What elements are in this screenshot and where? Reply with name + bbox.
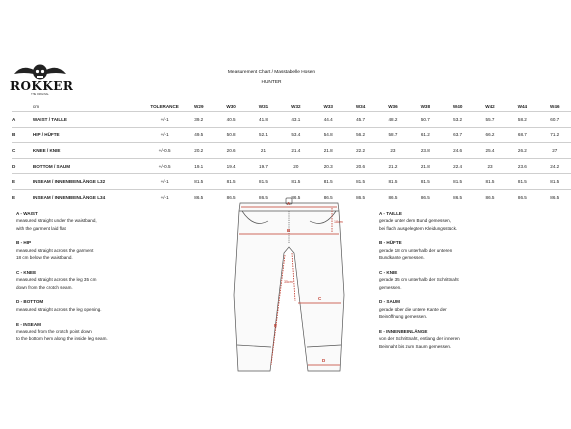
size-value-cell: 50.8	[215, 127, 247, 143]
size-header: W40	[452, 103, 463, 109]
note-block	[16, 298, 166, 313]
note-title: B - HIP	[16, 240, 32, 246]
note-block	[379, 210, 529, 232]
size-value-cell: 19.4	[215, 158, 247, 174]
size-value-cell: 41.8	[247, 112, 279, 128]
note-line: gerade 18 cm unterhalb der unteren	[379, 247, 453, 253]
size-value-cell: 23	[474, 158, 506, 174]
size-header: W33	[323, 103, 333, 109]
page-title: Measurement Chart / Masstabelle Hosen	[227, 70, 316, 75]
size-value-cell: 63.7	[441, 127, 473, 143]
size-value-cell: 81.5	[312, 174, 344, 190]
size-value-cell: 71.2	[539, 127, 571, 143]
size-value-cell: 27	[539, 143, 571, 159]
note-line: with the garment laid flat	[16, 225, 66, 231]
table-row	[12, 143, 571, 159]
size-header: W30	[226, 103, 236, 109]
note-title: A - WAIST	[16, 211, 38, 216]
note-line: measured straight across the leg opening.	[16, 306, 102, 312]
size-value-cell: 81.5	[377, 174, 409, 190]
pants-measurement-diagram	[228, 195, 350, 373]
size-value-cell: 24.6	[441, 143, 473, 159]
row-measurement-name: BOTTOM / SAUM	[33, 158, 147, 174]
row-measurement-name: WAIST / TAILLE	[33, 112, 147, 128]
note-line: Beinnaht bis zum Saum gemessen.	[379, 343, 452, 349]
size-value-cell: 23	[377, 143, 409, 159]
english-measurement-notes	[16, 210, 166, 350]
table-row	[12, 112, 571, 128]
size-value-cell: 81.5	[441, 174, 473, 190]
row-tolerance: +/-1	[147, 189, 183, 204]
size-value-cell: 86.5	[506, 189, 538, 204]
table-row	[12, 174, 571, 190]
size-value-cell: 20.6	[344, 158, 376, 174]
note-line: bei flach ausgelegtem Kleidungsstück.	[379, 225, 458, 231]
size-value-cell: 58.2	[506, 112, 538, 128]
note-title: B - HÜFTE	[379, 240, 402, 246]
size-value-cell: 86.5	[183, 189, 215, 204]
size-value-cell: 61.2	[409, 127, 441, 143]
row-tolerance: +/-1	[147, 127, 183, 143]
note-line: Bundkante gemessen.	[379, 255, 425, 261]
note-line: gerade 35 cm unterhalb der Schrittnaht	[379, 277, 459, 283]
size-value-cell: 45.7	[344, 112, 376, 128]
size-value-cell: 23.8	[409, 143, 441, 159]
note-line: measured straight across the garment	[16, 247, 94, 253]
note-line: gerade über die untere Kante der	[379, 306, 447, 312]
pants-outline	[234, 198, 344, 371]
note-block	[379, 269, 529, 291]
note-line: down from the crotch seam.	[16, 284, 73, 290]
note-title: C - KNEE	[16, 269, 37, 275]
note-block	[16, 321, 166, 343]
size-value-cell: 60.7	[539, 112, 571, 128]
size-table	[12, 101, 571, 205]
size-value-cell: 23.6	[506, 158, 538, 174]
row-letter: D	[12, 158, 33, 174]
size-value-cell: 66.2	[474, 127, 506, 143]
size-value-cell: 81.5	[474, 174, 506, 190]
label-knee-offset: 35cm	[284, 280, 293, 284]
size-value-cell: 86.5	[377, 189, 409, 204]
row-tolerance: +/-1	[147, 112, 183, 128]
unit-label: cm	[32, 103, 40, 109]
row-letter: E	[12, 189, 33, 204]
label-d: D	[322, 358, 326, 363]
size-value-cell: 19.7	[247, 158, 279, 174]
row-letter: C	[12, 143, 33, 159]
size-value-cell: 43.1	[280, 112, 312, 128]
row-tolerance: +/-1	[147, 174, 183, 190]
size-value-cell: 21.8	[409, 158, 441, 174]
size-value-cell: 21.4	[280, 143, 312, 159]
size-value-cell: 86.5	[539, 189, 571, 204]
table-row	[12, 158, 571, 174]
size-value-cell: 86.5	[247, 189, 279, 204]
label-a: A	[287, 201, 291, 206]
note-block	[379, 239, 529, 261]
size-value-cell: 81.5	[183, 174, 215, 190]
row-measurement-name: INSEAM / INNENBEINLÄNGE L32	[33, 174, 147, 190]
size-value-cell: 19.1	[183, 158, 215, 174]
size-header: W38	[420, 103, 431, 109]
size-value-cell: 81.5	[344, 174, 376, 190]
size-value-cell: 22.4	[441, 158, 473, 174]
page-subtitle: HUNTER	[261, 80, 282, 85]
size-value-cell: 86.5	[312, 189, 344, 204]
size-value-cell: 86.5	[441, 189, 473, 204]
row-measurement-name: KNEE / KNIE	[33, 143, 147, 159]
note-title: D - SAUM	[379, 299, 400, 305]
size-value-cell: 20.3	[312, 158, 344, 174]
size-table-header	[12, 101, 571, 112]
size-header: W42	[485, 103, 495, 109]
row-tolerance: +/-0.5	[147, 143, 183, 159]
size-value-cell: 81.5	[247, 174, 279, 190]
size-value-cell: 53.2	[441, 112, 473, 128]
size-value-cell: 21.8	[312, 143, 344, 159]
size-value-cell: 24.2	[539, 158, 571, 174]
label-hip-offset: 18cm	[334, 220, 343, 224]
note-line: Beinöffnung gemessen.	[379, 314, 428, 320]
german-measurement-notes	[379, 210, 529, 357]
size-value-cell: 25.4	[474, 143, 506, 159]
size-value-cell: 55.7	[474, 112, 506, 128]
size-value-cell: 20.2	[183, 143, 215, 159]
size-value-cell: 52.1	[247, 127, 279, 143]
size-value-cell: 22.2	[344, 143, 376, 159]
brand-tagline: THE ORIGINAL	[31, 93, 49, 96]
size-header: W44	[517, 103, 528, 109]
label-b: B	[287, 228, 291, 233]
size-value-cell: 56.2	[344, 127, 376, 143]
size-value-cell: 20	[280, 158, 312, 174]
label-e: E	[274, 323, 278, 328]
note-title: D - BOTTOM	[16, 299, 44, 305]
note-title: E - INSEAM	[16, 321, 42, 327]
row-measurement-name: INSEAM / INNENBEINLÄNGE L34	[33, 189, 147, 204]
size-value-cell: 44.4	[312, 112, 344, 128]
size-value-cell: 86.5	[215, 189, 247, 204]
size-value-cell: 81.5	[280, 174, 312, 190]
note-block	[16, 269, 166, 291]
label-c: C	[318, 296, 322, 301]
size-value-cell: 26.2	[506, 143, 538, 159]
size-value-cell: 21.2	[377, 158, 409, 174]
note-title: C - KNIE	[379, 269, 398, 275]
size-value-cell: 68.7	[506, 127, 538, 143]
size-value-cell: 40.5	[215, 112, 247, 128]
size-header: W32	[291, 103, 301, 109]
size-value-cell: 39.2	[183, 112, 215, 128]
note-block	[16, 239, 166, 261]
size-value-cell: 86.5	[280, 189, 312, 204]
note-block	[379, 298, 529, 320]
row-letter: E	[12, 174, 33, 190]
row-letter: B	[12, 127, 33, 143]
size-value-cell: 86.5	[344, 189, 376, 204]
size-header: W29	[194, 103, 204, 109]
size-value-cell: 86.5	[474, 189, 506, 204]
note-line: gerade unter dem Bund gemessen,	[379, 218, 452, 224]
size-value-cell: 20.6	[215, 143, 247, 159]
row-letter: A	[12, 112, 33, 128]
size-value-cell: 54.8	[312, 127, 344, 143]
size-header: W46	[550, 103, 560, 109]
note-block	[16, 210, 166, 232]
size-value-cell: 81.5	[506, 174, 538, 190]
size-header: W34	[355, 103, 366, 109]
note-block	[379, 328, 529, 350]
size-value-cell: 21	[247, 143, 279, 159]
size-value-cell: 49.5	[183, 127, 215, 143]
note-line: measured from the crotch point down	[16, 328, 92, 334]
note-line: von der Schrittnaht, entlang der inneren	[379, 336, 460, 342]
note-line: to the bottom hem along the inside leg seam.	[16, 336, 108, 342]
note-line: 18 cm below the waistband.	[16, 255, 73, 261]
size-value-cell: 81.5	[215, 174, 247, 190]
size-value-cell: 58.7	[377, 127, 409, 143]
size-value-cell: 53.4	[280, 127, 312, 143]
size-value-cell: 81.5	[539, 174, 571, 190]
row-tolerance: +/-0.5	[147, 158, 183, 174]
note-title: A - TAILLE	[379, 211, 402, 216]
note-line: gemessen.	[379, 284, 402, 290]
table-row	[12, 127, 571, 143]
size-value-cell: 86.5	[409, 189, 441, 204]
brand-wordmark: ROKKER	[10, 79, 74, 93]
size-value-cell: 48.2	[377, 112, 409, 128]
size-value-cell: 50.7	[409, 112, 441, 128]
size-header: W36	[388, 103, 398, 109]
note-line: measured straight under the waistband,	[16, 218, 97, 224]
note-title: E - INNENBEINLÄNGE	[379, 328, 428, 334]
tolerance-header: TOLERANCE	[150, 103, 179, 109]
row-measurement-name: HIP / HÜFTE	[33, 127, 147, 143]
size-value-cell: 81.5	[409, 174, 441, 190]
size-header: W31	[258, 103, 269, 109]
note-line: measured straight across the leg 35 cm	[16, 277, 97, 283]
